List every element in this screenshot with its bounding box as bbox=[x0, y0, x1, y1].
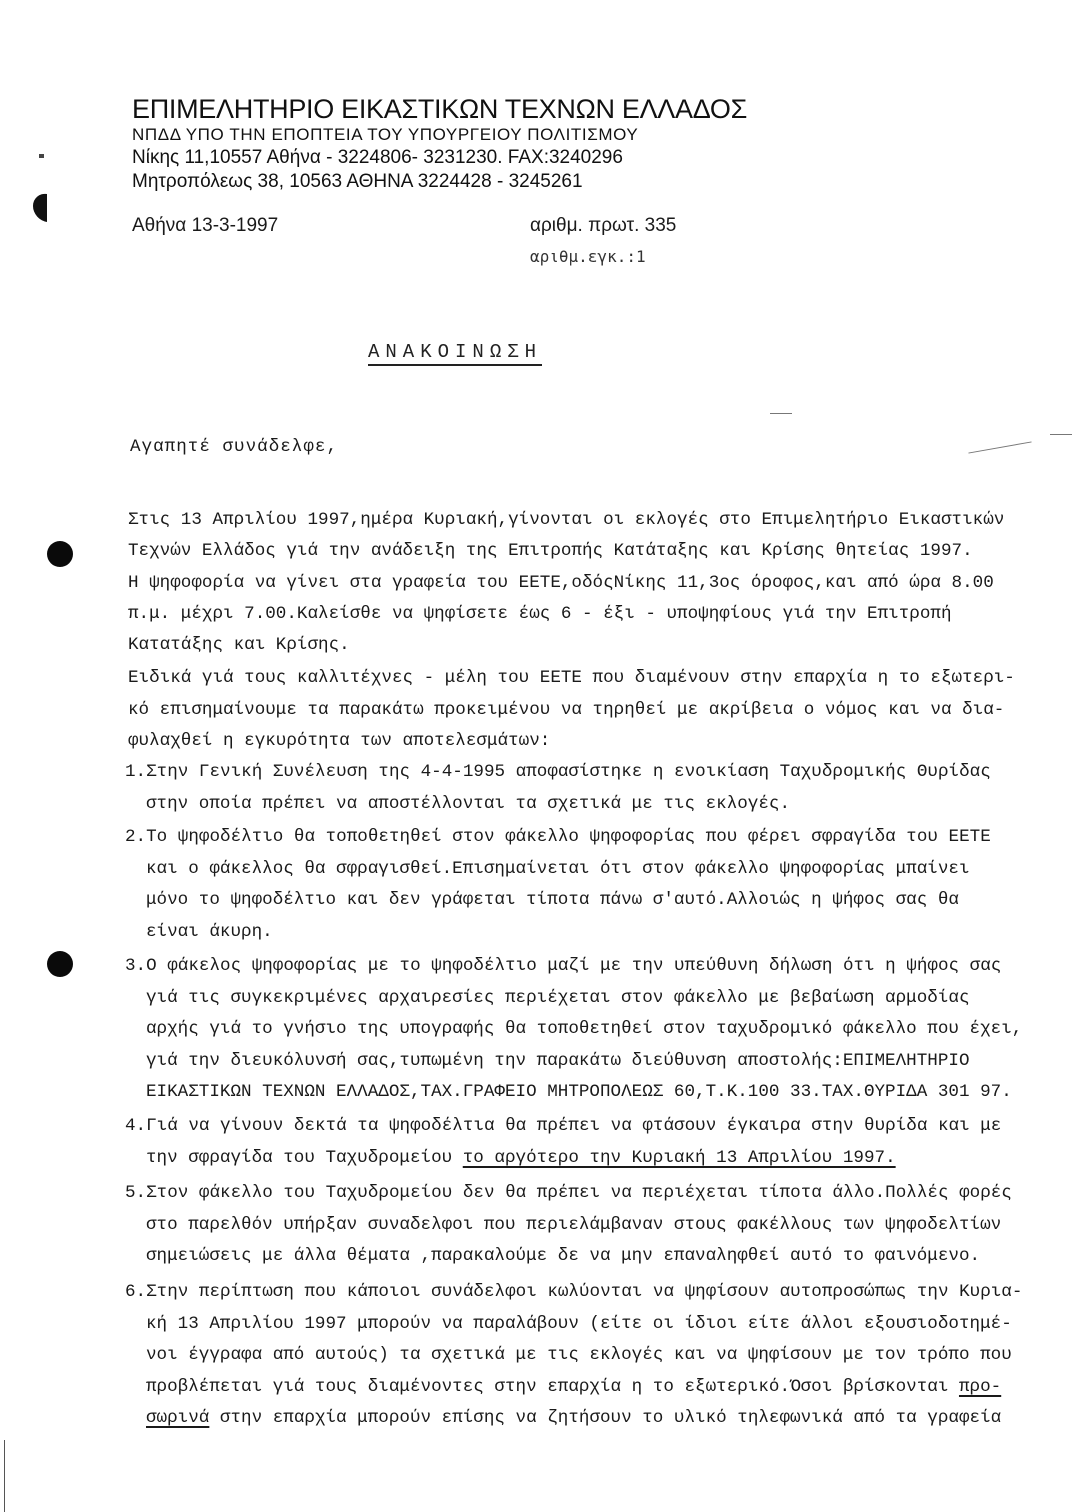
punch-hole-top bbox=[47, 541, 73, 567]
text-line: 1.Στην Γενική Συνέλευση της 4-4-1995 αποφασίστηκε η ενοικίαση Ταχυδρομικής Θυρίδας bbox=[125, 762, 991, 782]
punch-hole-bottom bbox=[47, 951, 73, 977]
underlined-word: σωρινά bbox=[146, 1408, 210, 1428]
text-line: π.μ. μέχρι 7.00.Καλείσθε να ψηφίσετε έως 6 - έξι - υποψηφίους γιά την Επιτροπή bbox=[128, 603, 952, 624]
letterhead bbox=[132, 95, 747, 194]
address-line-1: Νίκης 11,10557 Αθήνα - 3224806- 3231230. FAX:3240296 bbox=[132, 147, 623, 168]
text-line: μόνο το ψηφοδέλτιο και δεν γράφεται τίποτα πάνω σ'αυτό.Αλλοιώς η ψήφος σας θα bbox=[146, 890, 959, 910]
list-item-4 bbox=[125, 1111, 1055, 1174]
text-line: αρχής γιά το γνήσιο της υπογραφής θα τοποθετηθεί στον ταχυδρομικό φάκελλο που έχει, bbox=[146, 1019, 1023, 1039]
intro-paragraph bbox=[128, 505, 1048, 757]
text-line: 3.Ο φάκελος ψηφοφορίας με το ψηφοδέλτιο μαζί με την υπεύθυνη δήλωση ότι η ψήφος σας bbox=[125, 956, 1002, 976]
text-line: Η ψηφοφορία να γίνει στα γραφεία του ΕΕΤΕ,οδόςΝίκης 11,3ος όροφος,και από ώρα 8.00 bbox=[128, 572, 994, 593]
text-line bbox=[125, 1372, 1055, 1404]
underlined-word: προ- bbox=[958, 1376, 1002, 1397]
text-line: Κατατάξης και Κρίσης. bbox=[128, 635, 350, 656]
binder-clip-mark bbox=[33, 192, 47, 222]
supervision-line: ΝΠΔΔ ΥΠΟ ΤΗΝ ΕΠΟΠΤΕΙΑ ΤΟΥ ΥΠΟΥΡΓΕΙΟΥ ΠΟΛΙΤΙΣΜΟΥ bbox=[132, 125, 639, 144]
text-span: στην επαρχία μπορούν επίσης να ζητήσουν το υλικό τηλεφωνικά από τα γραφεία bbox=[209, 1408, 1002, 1428]
list-item-1 bbox=[125, 757, 1055, 820]
text-line: 4.Γιά να γίνουν δεκτά τα ψηφοδέλτια θα πρέπει να φτάσουν έγκαιρα στην θυρίδα και με bbox=[125, 1116, 1002, 1136]
underlined-deadline: το αργότερο την Κυριακή 13 Απριλίου 1997. bbox=[462, 1147, 896, 1168]
text-line: 2.Το ψηφοδέλτιο θα τοποθετηθεί στον φάκελλο ψηφοφορίας που φέρει σφραγίδα του ΕΕΤΕ bbox=[125, 827, 991, 847]
text-line: 5.Στον φάκελλο του Ταχυδρομείου δεν θα πρέπει να περιέχεται τίποτα άλλο.Πολλές φορές bbox=[125, 1183, 1012, 1203]
text-line bbox=[125, 1403, 1055, 1435]
address-line-2: Μητροπόλεως 38, 10563 ΑΘΗΝΑ 3224428 - 3245261 bbox=[132, 171, 583, 192]
text-line: στην οποία πρέπει να αποστέλλονται τα σχετικά με τις εκλογές. bbox=[146, 793, 791, 814]
page-edge bbox=[4, 1440, 5, 1512]
document-heading: ΑΝΑΚΟΙΝΩΣΗ bbox=[368, 341, 542, 366]
text-line: 6.Στην περίπτωση που κάποιοι συνάδελφοι κωλύονται να ψηφίσουν αυτοπροσώπως την Κυρια- bbox=[125, 1282, 1023, 1302]
circular-number: αριθμ.εγκ.:1 bbox=[530, 247, 646, 266]
text-line: Ειδικά γιά τους καλλιτέχνες - μέλη του ΕΕΤΕ που διαμένουν στην επαρχία η το εξωτερι- bbox=[128, 668, 1015, 689]
text-span: την σφραγίδα του Ταχυδρομείου bbox=[146, 1147, 463, 1168]
text-line: φυλαχθεί η εγκυρότητα των αποτελεσμάτων: bbox=[128, 731, 551, 752]
text-line: νοι έγγραφα από αυτούς) τα σχετικά με τις εκλογές και να ψηφίσουν με τον τρόπο που bbox=[146, 1345, 1012, 1365]
text-span: προβλέπεται γιά τους διαμένοντες στην επαρχία η το εξωτερικό.Όσοι βρίσκονται bbox=[146, 1376, 959, 1397]
text-line: και ο φάκελλος θα σφραγισθεί.Επισημαίνεται ότι στον φάκελλο ψηφοφορίας μπαίνει bbox=[146, 858, 970, 879]
text-line: γιά την διευκόλυνσή σας,τυπωμένη την παρακάτω διεύθυνση αποστολής:ΕΠΙΜΕΛΗΤΗΡΙΟ bbox=[146, 1050, 970, 1071]
pen-dash bbox=[1050, 434, 1072, 435]
list-item-2 bbox=[125, 822, 1055, 948]
greeting: Αγαπητέ συνάδελφε, bbox=[130, 437, 339, 457]
list-item-5 bbox=[125, 1178, 1055, 1273]
text-line bbox=[125, 1143, 1055, 1175]
protocol-number: αριθμ. πρωτ. 335 bbox=[530, 215, 677, 236]
text-line: κή 13 Απριλίου 1997 μπορούν να παραλάβουν (είτε οι ίδιοι είτε άλλοι εξουσιοδοτημέ- bbox=[146, 1313, 1012, 1334]
scan-speck bbox=[39, 154, 44, 158]
text-line: κό επισημαίνουμε τα παρακάτω προκειμένου να τηρηθεί με ακρίβεια ο νόμος και να δια- bbox=[128, 699, 1005, 720]
text-line: Τεχνών Ελλάδος γιά την ανάδειξη της Επιτροπής Κατάταξης και Κρίσης θητείας 1997. bbox=[128, 541, 973, 562]
text-line: ΕΙΚΑΣΤΙΚΩΝ ΤΕΧΝΩΝ ΕΛΛΑΔΟΣ,ΤΑΧ.ΓΡΑΦΕΙΟ ΜΗΤΡΟΠΟΛΕΩΣ 60,Τ.Κ.100 33.ΤΑΧ.ΘΥΡΙΔΑ 301 97. bbox=[146, 1082, 1012, 1102]
list-item-3 bbox=[125, 951, 1055, 1109]
list-item-6 bbox=[125, 1277, 1055, 1435]
text-line: γιά τις συγκεκριμένες αρχαιρεσίες περιέχεται στον φάκελλο με βεβαίωση αρμοδίας bbox=[146, 987, 970, 1008]
text-line: σημειώσεις με άλλα θέματα ,παρακαλούμε δε να μην επαναληφθεί αυτό το φαινόμενο. bbox=[146, 1246, 981, 1266]
pen-dash bbox=[968, 441, 1031, 453]
pen-dash bbox=[770, 413, 792, 414]
organization-name: ΕΠΙΜΕΛΗΤΗΡΙΟ ΕΙΚΑΣΤΙΚΩΝ ΤΕΧΝΩΝ ΕΛΛΑΔΟΣ bbox=[132, 94, 748, 124]
text-line: είναι άκυρη. bbox=[146, 921, 273, 942]
document-date: Αθήνα 13-3-1997 bbox=[132, 215, 279, 236]
text-line: στο παρελθόν υπήρξαν συναδελφοι που περιελάμβαναν στους φακέλλους των ψηφοδελτίων bbox=[146, 1214, 1002, 1235]
text-line: Στις 13 Απριλίου 1997,ημέρα Κυριακή,γίνονται οι εκλογές στο Επιμελητήριο Εικαστικών bbox=[128, 510, 1005, 530]
